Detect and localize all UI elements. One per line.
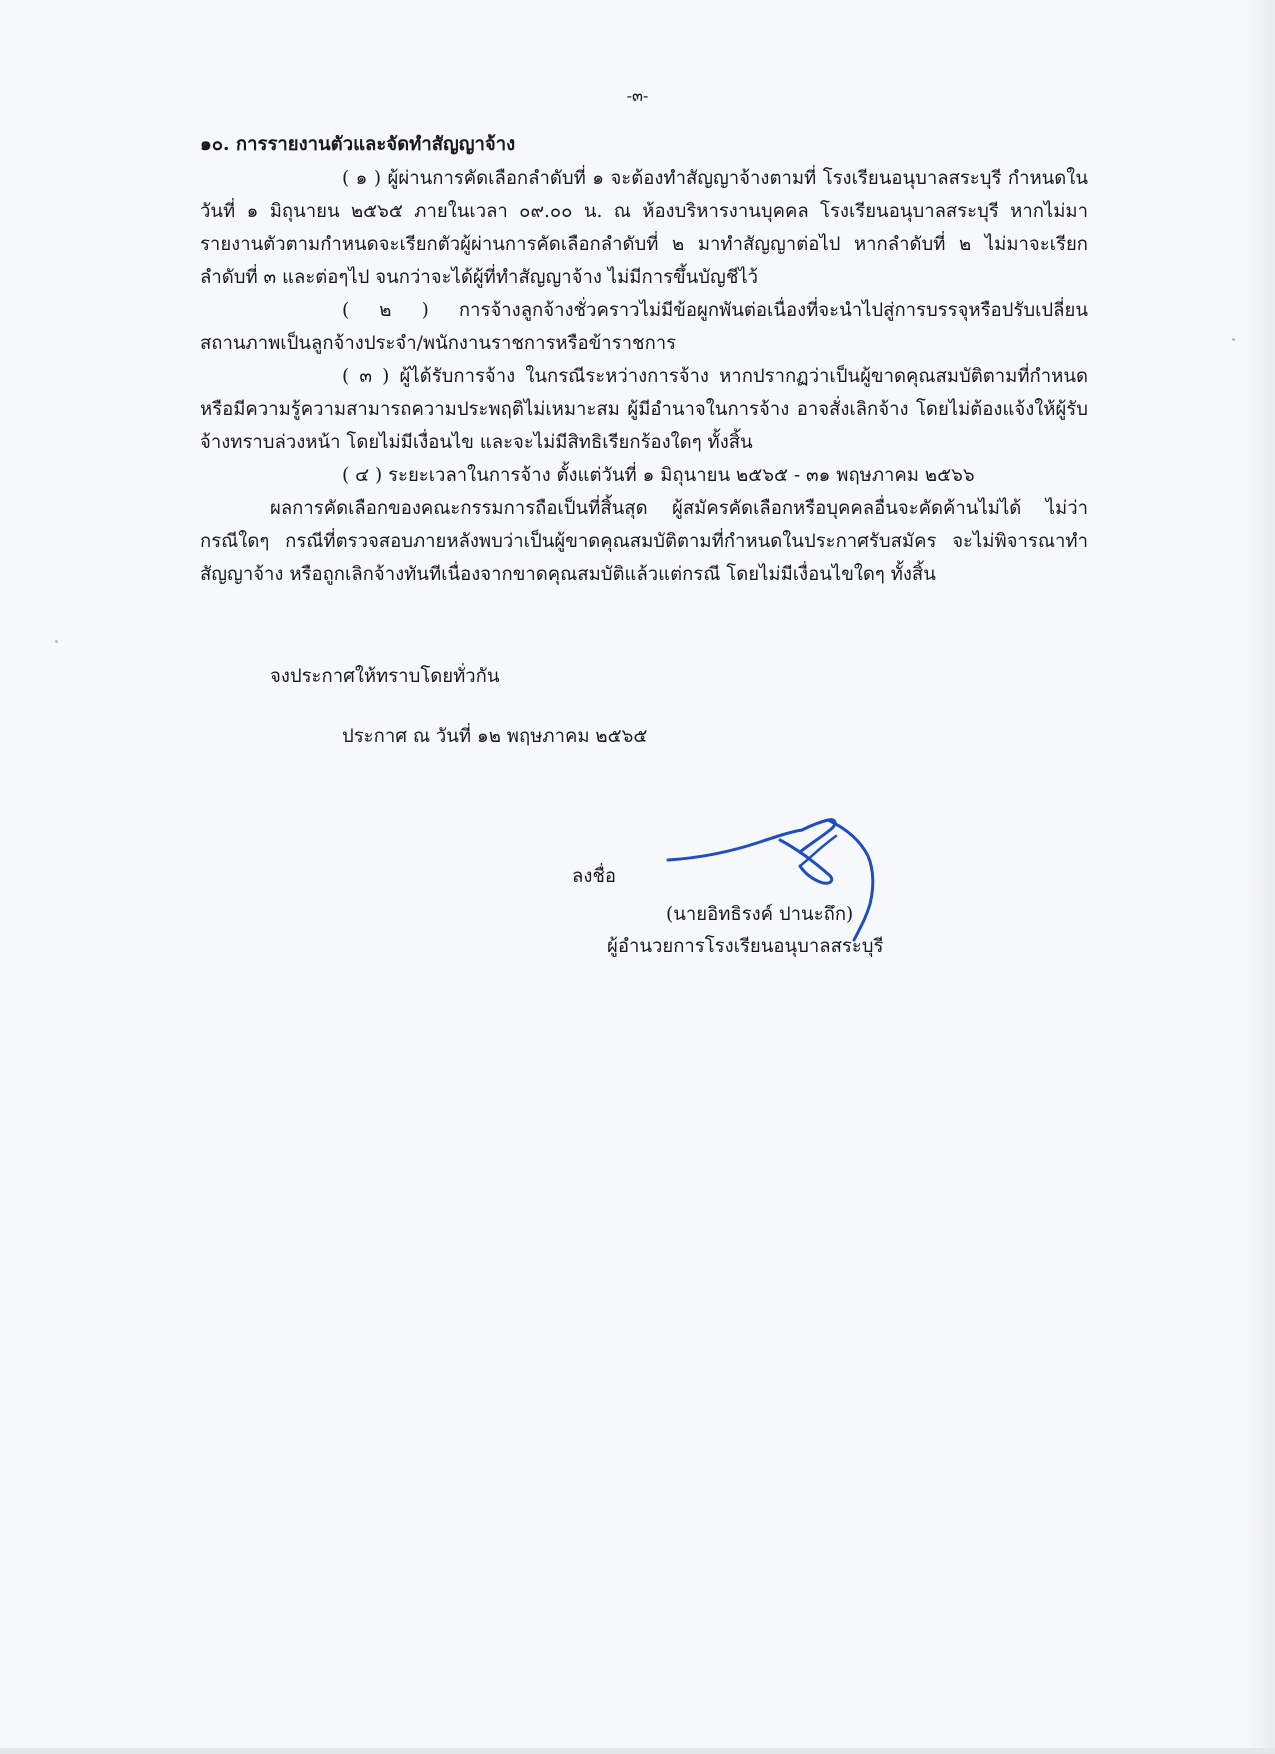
section-heading: ๑๐. การรายงานตัวและจัดทำสัญญาจ้าง — [200, 134, 516, 155]
sign-label: ลงชื่อ — [572, 866, 617, 887]
page-bottom-edge — [0, 1748, 1275, 1754]
signatory-name: (นายอิทธิรงค์ ปานะถึก) — [666, 904, 854, 925]
page-number: -๓- — [626, 86, 649, 105]
clause-1: ( ๑ ) ผู้ผ่านการคัดเลือกลำดับที่ ๑ จะต้องทำสัญญาจ้างตามที่ โรงเรียนอนุบาลสระบุรี กำหนดในวันที่ ๑ มิถุนายน ๒๕๖๕ ภายในเวลา ๐๙.๐๐ น. ณ ห้องบริหารงานบุคคล โรงเรียนอนุบาลสระบุรี หากไม่มารายงานตัวตามกำหนดจะเรียกตัวผู้ผ่านการคัดเลือกลำดับที่ ๒ มาทำสัญญาต่อไป หากลำดับที่ ๒ ไม่มาจะเรียกลำดับที่ ๓ และต่อๆไป จนกว่าจะได้ผู้ที่ทำสัญญาจ้าง ไม่มีการขึ้นบัญชีไว้ — [200, 168, 1088, 288]
result-paragraph: ผลการคัดเลือกของคณะกรรมการถือเป็นที่สิ้นสุด ผู้สมัครคัดเลือกหรือบุคคลอื่นจะคัดค้านไม่ได้ ไม่ว่ากรณีใดๆ กรณีที่ตรวจสอบภายหลังพบว่าเป็นผู้ขาดคุณสมบัติตามที่กำหนดในประกาศรับสมัคร จะไม่พิจารณาทำสัญญาจ้าง หรือถูกเลิกจ้างทันทีเนื่องจากขาดคุณสมบัติแล้วแต่กรณี โดยไม่มีเงื่อนไขใดๆ ทั้งสิ้น — [200, 498, 1088, 585]
clause-4: ( ๔ ) ระยะเวลาในการจ้าง ตั้งแต่วันที่ ๑ มิถุนายน ๒๕๖๕ - ๓๑ พฤษภาคม ๒๕๖๖ — [342, 465, 975, 486]
document-body — [200, 128, 1088, 591]
scan-speck — [1232, 338, 1235, 341]
announcement-date: ประกาศ ณ วันที่ ๑๒ พฤษภาคม ๒๕๖๕ — [342, 726, 648, 747]
closing-statement: จงประกาศให้ทราบโดยทั่วกัน — [270, 666, 500, 687]
signatory-title: ผู้อำนวยการโรงเรียนอนุบาลสระบุรี — [607, 936, 884, 957]
scan-speck — [55, 640, 58, 643]
clause-2: ( ๒ ) การจ้างลูกจ้างชั่วคราวไม่มีข้อผูกพันต่อเนื่องที่จะนำไปสู่การบรรจุหรือปรับเปลี่ยนสถานภาพเป็นลูกจ้างประจำ/พนักงานราชการหรือข้าราชการ — [200, 300, 1088, 354]
page-edge-shadow — [1247, 0, 1275, 1754]
clause-3: ( ๓ ) ผู้ได้รับการจ้าง ในกรณีระหว่างการจ้าง หากปรากฏว่าเป็นผู้ขาดคุณสมบัติตามที่กำหนดหรือมีความรู้ความสามารถความประพฤติไม่เหมาะสม ผู้มีอำนาจในการจ้าง อาจสั่งเลิกจ้าง โดยไม่ต้องแจ้งให้ผู้รับจ้างทราบล่วงหน้า โดยไม่มีเงื่อนไข และจะไม่มีสิทธิเรียกร้องใดๆ ทั้งสิ้น — [200, 366, 1088, 453]
